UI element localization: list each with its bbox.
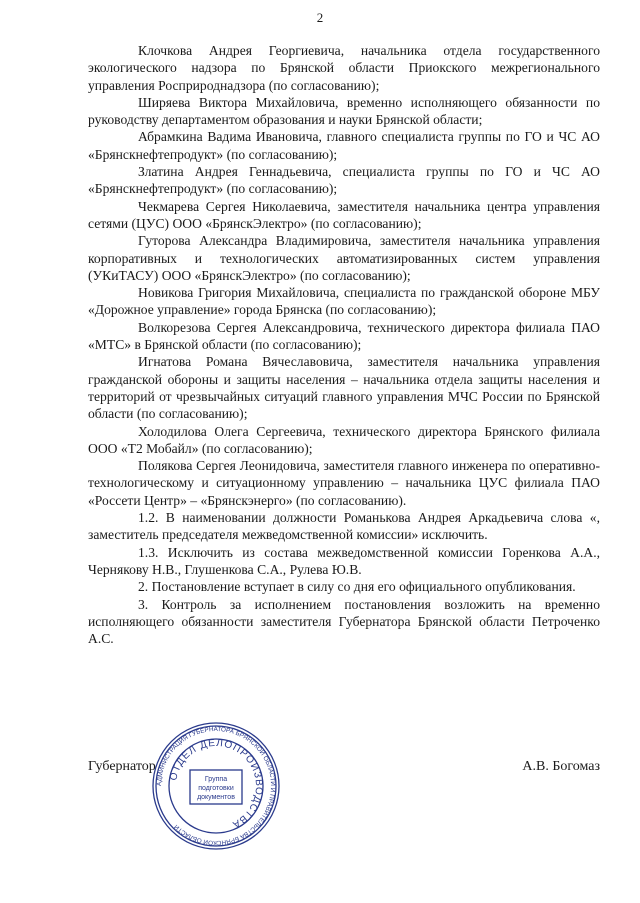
paragraph: Волкорезова Сергея Александровича, технического директора филиала ПАО «МТС» в Брянской области (по согласованию); (88, 319, 600, 353)
paragraph: 2. Постановление вступает в силу со дня его официального опубликования. (138, 579, 576, 595)
stamp-graphic (150, 720, 282, 852)
paragraph: Златина Андрея Геннадьевича, специалиста группы по ГО и ЧС АО «Брянскнефтепродукт» (по согласованию); (88, 164, 600, 197)
paragraph: Холодилова Олега Сергеевича, технического директора Брянского филиала ООО «Т2 Мобайл» (по согласованию); (88, 423, 600, 456)
paragraph: Новикова Григория Михайловича, специалиста по гражданской обороне МБУ «Дорожное управление» города Брянска (по согласованию); (88, 285, 600, 318)
stamp-center-line: Группа (204, 776, 228, 783)
signatory-name: А.В. Богомаз (522, 759, 600, 774)
stamp-outer-text: АДМИНИСТРАЦИЯ ГУБЕРНАТОРА БРЯНСКОЙ ОБЛАСТИ И ПРАВИТЕЛЬСТВА БРЯНСКОЙ ОБЛАСТИ (155, 725, 277, 847)
paragraph: Полякова Сергея Леонидовича, заместителя главного инженера по оперативно-технологическому и ситуационному управлению – начальника ЦУС филиала ПАО «Россети Центр» – «Брянскэнерго» (по согласованию). (88, 458, 600, 508)
paragraph: Абрамкина Вадима Ивановича, главного специалиста группы по ГО и ЧС АО «Брянскнефтепродукт» (по согласованию); (88, 129, 600, 162)
paragraph: 1.2. В наименовании должности Романькова Андрея Аркадьевича слова «, заместитель председателя межведомственной комиссии» исключить. (88, 510, 600, 543)
document-body (88, 42, 600, 647)
paragraph: Чекмарева Сергея Николаевича, заместителя начальника центра управления сетями (ЦУС) ООО «БрянскЭлектро» (по согласованию); (88, 198, 600, 231)
paragraph: Игнатова Романа Вячеславовича, заместителя начальника управления гражданской обороны и защиты населения – начальника отдела защиты населения и территорий от чрезвычайных ситуаций главного управления МЧС России по Брянской области (по согласованию); (88, 354, 600, 422)
stamp-center-line: подготовки (198, 785, 234, 792)
paragraph: 3. Контроль за исполнением постановления возложить на временно исполняющего обязанности заместителя Губернатора Брянской области Петроченко А.С. (88, 596, 600, 647)
paragraph: Гуторова Александра Владимировича, заместителя начальника управления корпоративных и технологических автоматизированных систем управления (УКиТАСУ) ООО «БрянскЭлектро» (по согласованию); (88, 233, 600, 283)
paragraph: Клочкова Андрея Георгиевича, начальника отдела государственного экологического надзора по Брянской области Приокского межрегионального управления Росприроднадзора (по согласованию); (88, 43, 600, 93)
stamp-center-line: документов (197, 794, 235, 801)
stamp-inner-text: ОТДЕЛ ДЕЛОПРОИЗВОДСТВА (168, 737, 265, 831)
official-stamp (150, 720, 282, 852)
paragraph: 1.3. Исключить из состава межведомственной комиссии Горенкова А.А., Чернякову Н.В., Глушенкова С.А., Рулева Ю.В. (88, 544, 600, 577)
paragraph: Ширяева Виктора Михайловича, временно исполняющего обязанности по руководству департаментом образования и науки Брянской области; (88, 94, 600, 128)
signatory-position: Губернатор (88, 759, 156, 774)
page-number: 2 (316, 10, 324, 25)
